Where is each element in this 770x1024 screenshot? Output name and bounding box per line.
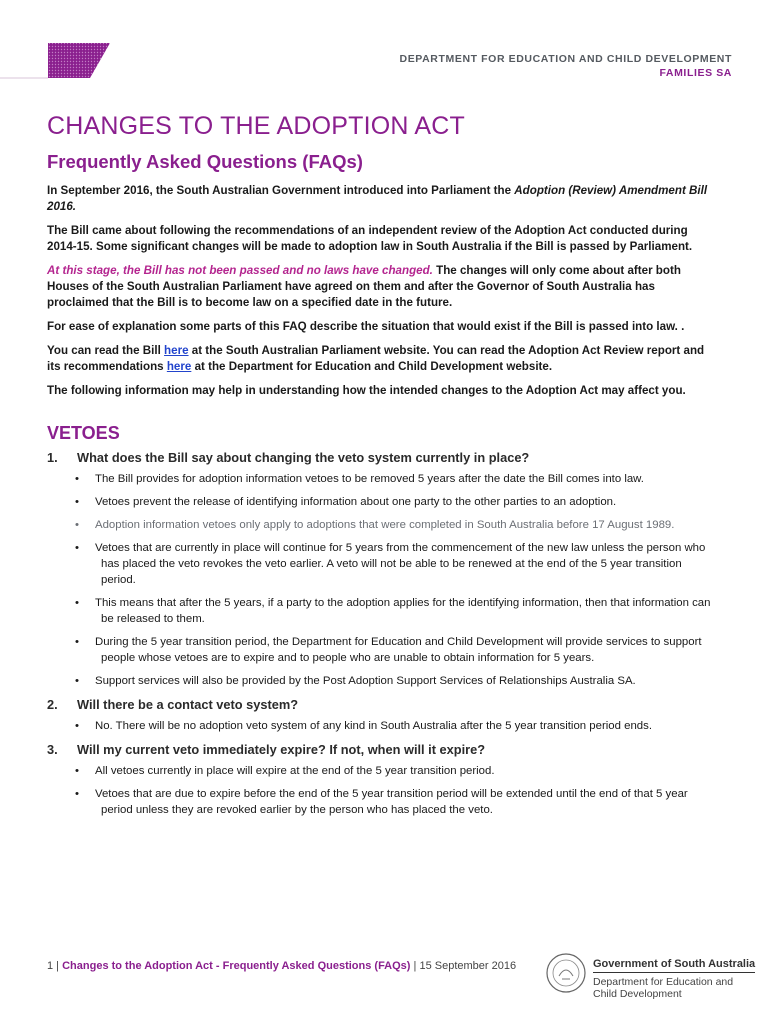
bullet-list — [47, 471, 715, 689]
gov-dept-line-1: Department for Education and — [593, 976, 734, 988]
government-logo — [593, 958, 755, 1000]
bullet-list — [47, 763, 715, 818]
bill-link[interactable]: here — [164, 344, 189, 357]
list-item-text: Vetoes that are currently in place will continue for 5 years from the commencement of the new law unless the person who has placed the veto revokes the veto earlier. A veto will not be able to be renewed at the end of the 5 year transition period. — [95, 542, 706, 586]
question-heading — [47, 742, 715, 757]
bullet-icon: • — [75, 542, 79, 554]
intro-paragraph-3 — [47, 263, 715, 311]
intro-paragraph-5 — [47, 343, 715, 375]
page-title: CHANGES TO THE ADOPTION ACT — [47, 112, 465, 140]
list-item — [47, 540, 715, 588]
intro-p3-text: The changes will only come about after both Houses of the South Australian Parliament have agreed on them and after the Governor of South Australia has proclaimed that the Bill is to become law on a specified date in the future. — [47, 264, 681, 309]
intro-paragraph-4: For ease of explanation some parts of this FAQ describe the situation that would exist if the Bill is passed into law. . — [47, 320, 685, 333]
list-item-text: All vetoes currently in place will expire at the end of the 5 year transition period. — [95, 765, 495, 777]
footer-separator: | — [53, 960, 63, 972]
government-seal-icon — [545, 952, 587, 994]
list-item — [47, 718, 715, 734]
corner-decoration — [0, 0, 120, 80]
list-item-text: Adoption information vetoes only apply to adoptions that were completed in South Australia before 17 August 1989. — [95, 519, 675, 531]
bullet-icon: • — [75, 720, 79, 732]
list-item — [47, 673, 715, 689]
footer — [47, 960, 516, 972]
list-item-text: Vetoes prevent the release of identifying information about one party to the other parties to an adoption. — [95, 496, 617, 508]
intro-p5-text-b: at the South Australian Parliament website. You can read the Adoption Act Review report and its recommendations — [47, 344, 705, 373]
bullet-icon: • — [75, 496, 79, 508]
list-item — [47, 494, 715, 510]
gov-dept — [593, 976, 755, 1000]
bullet-icon: • — [75, 788, 79, 800]
list-item-text: Support services will also be provided by the Post Adoption Support Services of Relationships Australia SA. — [95, 675, 636, 687]
bullet-icon: • — [75, 765, 79, 777]
list-item — [47, 471, 715, 487]
question-number: 3. — [47, 742, 58, 757]
status-warning: At this stage, the Bill has not been passed and no laws have changed. — [47, 264, 433, 277]
department-name: DEPARTMENT FOR EDUCATION AND CHILD DEVELOPMENT — [399, 53, 732, 65]
question-heading — [47, 697, 715, 712]
bullet-icon: • — [75, 473, 79, 485]
list-item — [47, 634, 715, 666]
question-text: Will there be a contact veto system? — [77, 697, 299, 712]
department-header — [400, 53, 732, 79]
footer-doc-title: Changes to the Adoption Act - Frequently Asked Questions (FAQs) — [62, 960, 411, 972]
list-item-text: The Bill provides for adoption information vetoes to be removed 5 years after the date the Bill comes into law. — [95, 473, 644, 485]
list-item-text: No. There will be no adoption veto system of any kind in South Australia after the 5 year transition period ends. — [95, 720, 652, 732]
question-text: Will my current veto immediately expire? If not, when will it expire? — [77, 742, 486, 757]
question-number: 2. — [47, 697, 58, 712]
department-sub: FAMILIES SA — [659, 67, 732, 79]
page-subtitle: Frequently Asked Questions (FAQs) — [47, 151, 363, 172]
question-heading — [47, 450, 715, 465]
questions-list — [47, 450, 715, 818]
bullet-list — [47, 718, 715, 734]
page-number: 1 — [47, 960, 54, 972]
list-item — [47, 786, 715, 818]
list-item — [47, 763, 715, 779]
gov-name: Government of South Australia — [593, 958, 755, 973]
question-text: What does the Bill say about changing the veto system currently in place? — [77, 450, 530, 465]
intro-p5-text-c: at the Department for Education and Child Development website. — [191, 360, 553, 373]
bullet-icon: • — [75, 675, 79, 687]
list-item-text: Vetoes that are due to expire before the end of the 5 year transition period will be extended until the end of that 5 year period unless they are revoked earlier by the person who has placed the veto. — [95, 788, 688, 816]
intro-p5-text-a: You can read the Bill — [47, 344, 165, 357]
section-heading-vetoes: VETOES — [47, 423, 120, 443]
bill-name: Adoption (Review) Amendment Bill 2016. — [47, 184, 708, 213]
list-item-text: This means that after the 5 years, if a party to the adoption applies for the identifying information, then that information can be released to them. — [95, 597, 711, 625]
question-number: 1. — [47, 450, 58, 465]
intro-paragraph-6: The following information may help in understanding how the intended changes to the Adoption Act may affect you. — [47, 384, 686, 397]
bullet-icon: • — [75, 519, 79, 531]
footer-date: 15 September 2016 — [419, 960, 517, 972]
review-report-link[interactable]: here — [166, 360, 192, 373]
intro-paragraph-1 — [47, 183, 715, 215]
list-item — [47, 517, 715, 533]
bullet-icon: • — [75, 597, 79, 609]
list-item — [47, 595, 715, 627]
intro-p1-text: In September 2016, the South Australian Government introduced into Parliament the — [47, 184, 515, 197]
gov-dept-line-2: Child Development — [593, 988, 682, 1000]
list-item-text: During the 5 year transition period, the Department for Education and Child Development will provide services to support people whose vetoes are to expire and to people who are unable to obtain information for 5 years. — [95, 636, 702, 664]
document-body — [47, 112, 715, 826]
intro-paragraph-2: The Bill came about following the recommendations of an independent review of the Adoption Act conducted during 2014-15. Some significant changes will be made to adoption law in South Australia if the Bill is passed by Parliament. — [47, 224, 693, 253]
footer-separator: | — [410, 960, 420, 972]
bullet-icon: • — [75, 636, 79, 648]
